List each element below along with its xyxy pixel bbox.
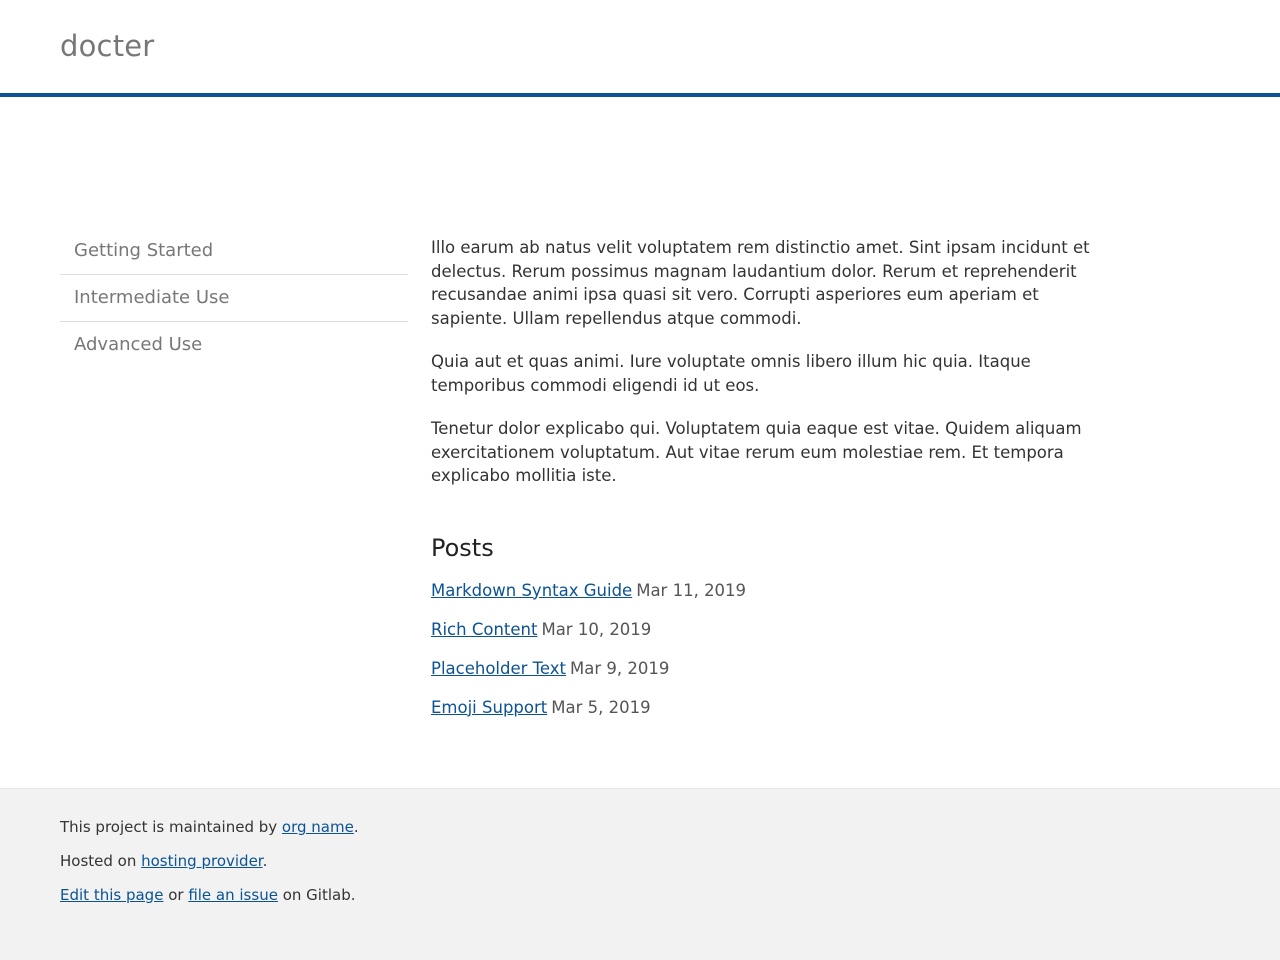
sidebar-item-label[interactable]: Getting Started	[74, 240, 214, 261]
post-date: Mar 10, 2019	[541, 619, 652, 639]
post-link[interactable]: Emoji Support	[431, 697, 548, 717]
footer-maintained-suffix: .	[353, 818, 359, 836]
sidebar-nav	[0, 97, 348, 368]
post-date: Mar 9, 2019	[570, 658, 670, 678]
footer-hosted-suffix: .	[262, 852, 268, 870]
content-area	[0, 97, 1280, 788]
site-header	[0, 0, 1280, 97]
post-list-item	[431, 658, 1108, 680]
sidebar-item-label[interactable]: Intermediate Use	[74, 287, 230, 308]
file-issue-link[interactable]: file an issue	[188, 886, 278, 904]
footer-hosted-line	[60, 851, 1220, 871]
intro-paragraph-3: Tenetur dolor explicabo qui. Voluptatem quia eaque est vitae. Quidem aliquam exercitationem voluptatum. Aut vitae rerum eum molestiae rem. Et tempora explicabo mollitia iste.	[431, 419, 1082, 485]
org-name-link[interactable]: org name	[281, 818, 354, 836]
post-link[interactable]: Markdown Syntax Guide	[431, 580, 633, 600]
footer-maintained-line	[60, 817, 1220, 837]
intro-paragraph-2: Quia aut et quas animi. Iure voluptate omnis libero illum hic quia. Itaque temporibus commodi eligendi id ut eos.	[431, 352, 1031, 395]
footer-hosted-prefix: Hosted on	[60, 852, 142, 870]
post-list-item	[431, 697, 1108, 719]
post-link[interactable]: Placeholder Text	[431, 658, 567, 678]
hosting-provider-link[interactable]: hosting provider	[141, 852, 263, 870]
footer-or-text: or	[163, 886, 189, 904]
site-footer	[0, 788, 1280, 960]
sidebar-item-label[interactable]: Advanced Use	[74, 334, 203, 355]
posts-heading: Posts	[431, 533, 494, 562]
post-link[interactable]: Rich Content	[431, 619, 538, 639]
post-list-item	[431, 619, 1108, 641]
footer-edit-line	[60, 885, 1220, 905]
site-title: docter	[60, 29, 155, 63]
post-list-item	[431, 580, 1108, 602]
main-content	[348, 97, 1178, 736]
footer-maintained-prefix: This project is maintained by	[60, 818, 282, 836]
edit-page-link[interactable]: Edit this page	[60, 886, 164, 904]
intro-paragraph-1: Illo earum ab natus velit voluptatem rem distinctio amet. Sint ipsam incidunt et delectus. Rerum possimus magnam laudantium dolor. Rerum et reprehenderit recusandae animi ipsa quasi sit vero. Corrupti asperiores eum aperiam et sapiente. Ullam repellendus atque commodi.	[431, 238, 1090, 328]
post-date: Mar 5, 2019	[551, 697, 651, 717]
post-date: Mar 11, 2019	[636, 580, 747, 600]
footer-on-text: on Gitlab.	[277, 886, 356, 904]
